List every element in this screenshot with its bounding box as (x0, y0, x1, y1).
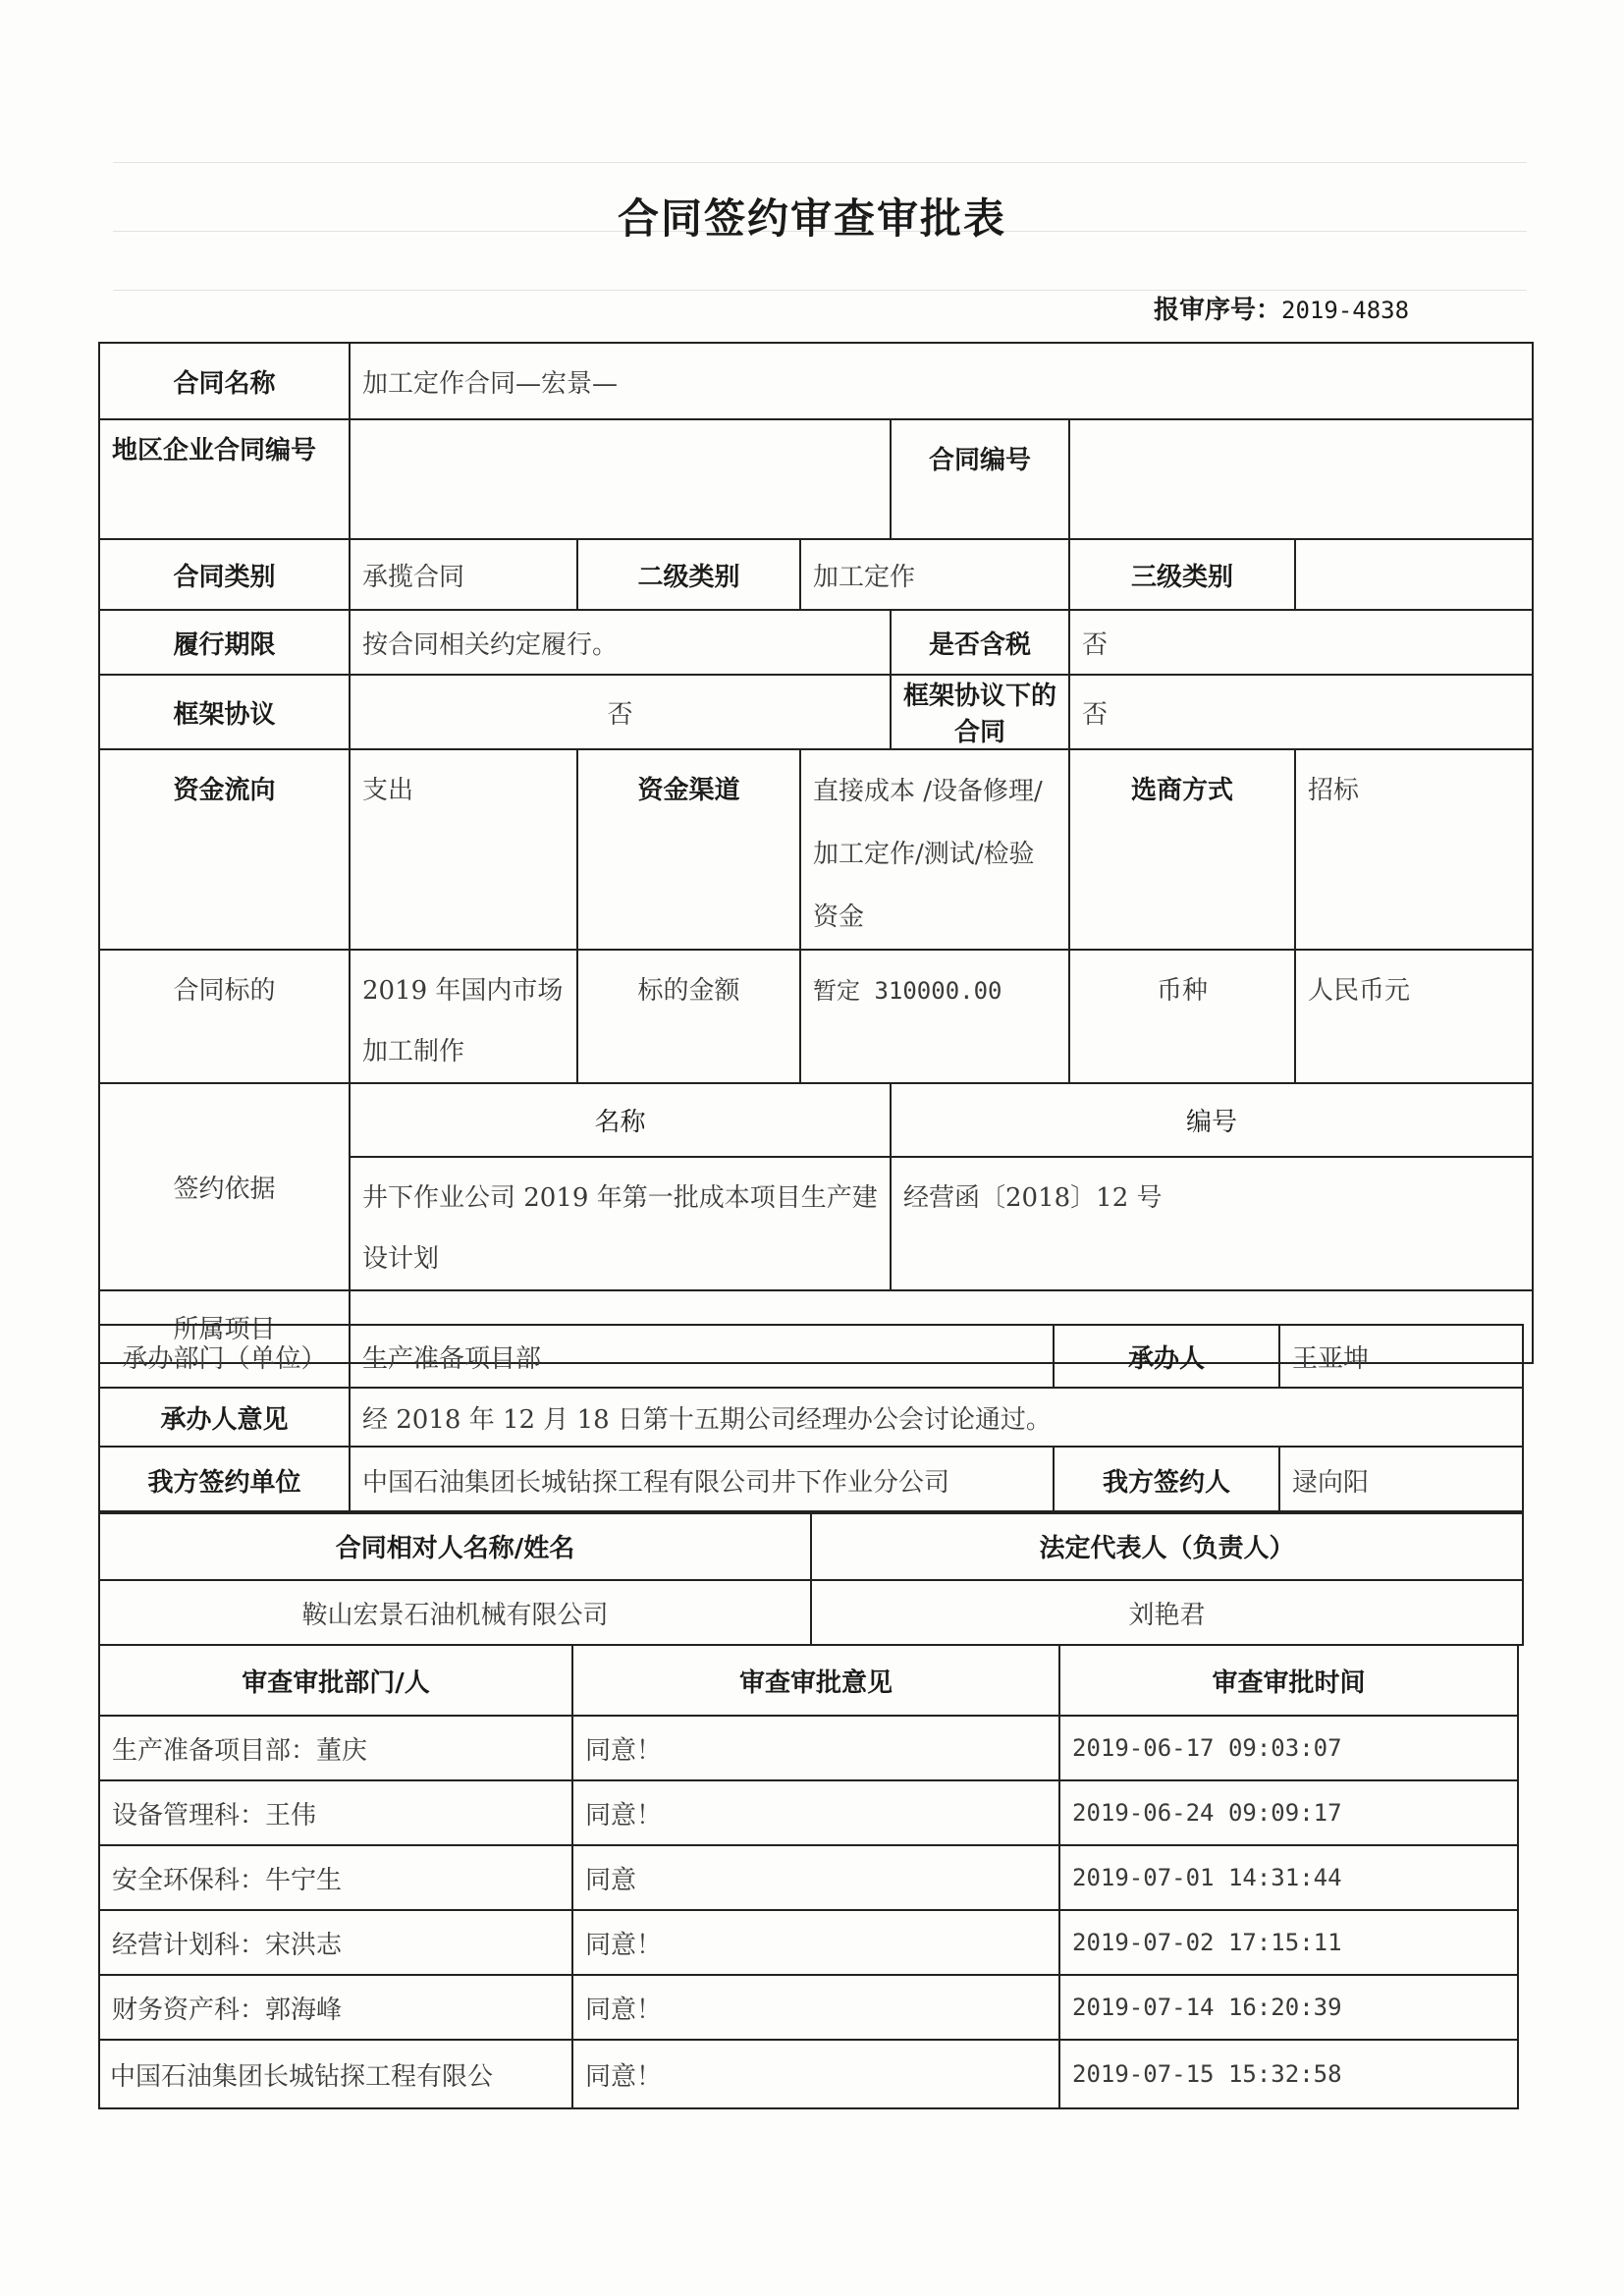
approval-dept: 财务资产科：郭海峰 (99, 1975, 572, 2040)
approval-dept: 中国石油集团长城钻探工程有限公 (99, 2040, 572, 2108)
currency-label: 币种 (1069, 950, 1295, 1083)
approval-opinion-header: 审查审批意见 (572, 1645, 1059, 1716)
counterparty-label: 合同相对人名称/姓名 (99, 1511, 811, 1580)
approval-dept-header: 审查审批部门/人 (99, 1645, 572, 1716)
framework-label: 框架协议 (99, 675, 350, 749)
subject-label: 合同标的 (99, 950, 350, 1083)
contract-no-label: 合同编号 (891, 419, 1069, 539)
row-contract-name (99, 343, 1533, 419)
amount-value: 暂定 310000.00 (800, 950, 1069, 1083)
signing-table (98, 1324, 1524, 1514)
basis-label: 签约依据 (99, 1083, 350, 1290)
approval-opinion: 同意！ (572, 1716, 1059, 1780)
approval-opinion: 同意 (572, 1845, 1059, 1910)
approval-row (99, 1780, 1518, 1845)
row-funds (99, 749, 1533, 950)
contract-name-value: 加工定作合同—宏景— (350, 343, 1533, 419)
period-label: 履行期限 (99, 610, 350, 675)
serial-number (1154, 290, 1409, 326)
basis-name-value: 井下作业公司 2019 年第一批成本项目生产建设计划 (350, 1157, 891, 1290)
region-contract-no-value (350, 419, 891, 539)
page-title: 合同签约审查审批表 (617, 194, 1006, 243)
approval-row (99, 1975, 1518, 2040)
vendor-selection-value: 招标 (1295, 749, 1533, 950)
basis-no-header: 编号 (891, 1083, 1533, 1157)
fund-flow-label: 资金流向 (99, 749, 350, 950)
fund-channel-value: 直接成本 /设备修理/加工定作/测试/检验资金 (800, 749, 1069, 950)
handler-label: 承办人 (1054, 1325, 1279, 1388)
approval-header-row (99, 1645, 1518, 1716)
approval-opinion: 同意！ (572, 2040, 1059, 2108)
approval-opinion: 同意！ (572, 1910, 1059, 1975)
tax-label: 是否含税 (891, 610, 1069, 675)
our-signer-label: 我方签约人 (1054, 1447, 1279, 1513)
dept-value: 生产准备项目部 (350, 1325, 1054, 1388)
tax-value: 否 (1069, 610, 1533, 675)
row-our-unit (99, 1447, 1523, 1513)
amount-label: 标的金额 (577, 950, 800, 1083)
level3-type-value (1295, 539, 1533, 610)
row-dept (99, 1325, 1523, 1388)
fund-flow-value: 支出 (350, 749, 577, 950)
row-basis-header (99, 1083, 1533, 1157)
legal-rep-label: 法定代表人（负责人） (811, 1511, 1523, 1580)
row-counterparty-header (99, 1511, 1523, 1580)
approval-time: 2019-07-02 17:15:11 (1059, 1910, 1518, 1975)
our-unit-label: 我方签约单位 (99, 1447, 350, 1513)
legal-rep-value: 刘艳君 (811, 1580, 1523, 1645)
approval-dept: 生产准备项目部：董庆 (99, 1716, 572, 1780)
our-signer-value: 逯向阳 (1279, 1447, 1523, 1513)
approval-time-header: 审查审批时间 (1059, 1645, 1518, 1716)
under-framework-value: 否 (1069, 675, 1533, 749)
basis-no-value: 经营函〔2018〕12 号 (891, 1157, 1533, 1290)
vendor-selection-label: 选商方式 (1069, 749, 1295, 950)
approval-row (99, 1910, 1518, 1975)
counterparty-table (98, 1510, 1524, 1646)
opinion-label: 承办人意见 (99, 1388, 350, 1447)
level2-type-value: 加工定作 (800, 539, 1069, 610)
row-framework (99, 675, 1533, 749)
row-contract-numbers (99, 419, 1533, 539)
level2-type-label: 二级类别 (577, 539, 800, 610)
opinion-value: 经 2018 年 12 月 18 日第十五期公司经理办公会讨论通过。 (350, 1388, 1523, 1447)
counterparty-value: 鞍山宏景石油机械有限公司 (99, 1580, 811, 1645)
project-label: 所属项目 (99, 1290, 350, 1363)
approval-dept: 经营计划科：宋洪志 (99, 1910, 572, 1975)
dept-label: 承办部门（单位） (99, 1325, 350, 1388)
contract-type-label: 合同类别 (99, 539, 350, 610)
approval-opinion: 同意！ (572, 1975, 1059, 2040)
approval-time: 2019-06-17 09:03:07 (1059, 1716, 1518, 1780)
framework-value: 否 (350, 675, 891, 749)
currency-value: 人民币元 (1295, 950, 1533, 1083)
contract-form-table (98, 342, 1534, 1364)
approval-table (98, 1644, 1519, 2109)
contract-no-value (1069, 419, 1533, 539)
approval-time: 2019-07-15 15:32:58 (1059, 2040, 1518, 2108)
serial-value: 2019-4838 (1281, 297, 1410, 324)
approval-row (99, 1716, 1518, 1780)
contract-name-label: 合同名称 (99, 343, 350, 419)
row-subject (99, 950, 1533, 1083)
row-counterparty-values (99, 1580, 1523, 1645)
approval-time: 2019-07-14 16:20:39 (1059, 1975, 1518, 2040)
approval-dept: 设备管理科：王伟 (99, 1780, 572, 1845)
region-contract-no-label: 地区企业合同编号 (99, 419, 350, 539)
under-framework-label: 框架协议下的合同 (891, 675, 1069, 749)
fund-channel-label: 资金渠道 (577, 749, 800, 950)
basis-name-header: 名称 (350, 1083, 891, 1157)
level3-type-label: 三级类别 (1069, 539, 1295, 610)
serial-label: 报审序号： (1154, 296, 1282, 325)
our-unit-value: 中国石油集团长城钻探工程有限公司井下作业分公司 (350, 1447, 1054, 1513)
approval-row (99, 1845, 1518, 1910)
approval-time: 2019-07-01 14:31:44 (1059, 1845, 1518, 1910)
row-period (99, 610, 1533, 675)
approval-time: 2019-06-24 09:09:17 (1059, 1780, 1518, 1845)
subject-value: 2019 年国内市场加工制作 (350, 950, 577, 1083)
contract-type-value: 承揽合同 (350, 539, 577, 610)
row-contract-type (99, 539, 1533, 610)
approval-row (99, 2040, 1518, 2108)
period-value: 按合同相关约定履行。 (350, 610, 891, 675)
row-opinion (99, 1388, 1523, 1447)
approval-opinion: 同意！ (572, 1780, 1059, 1845)
handler-value: 王亚坤 (1279, 1325, 1523, 1388)
approval-dept: 安全环保科：牛宁生 (99, 1845, 572, 1910)
